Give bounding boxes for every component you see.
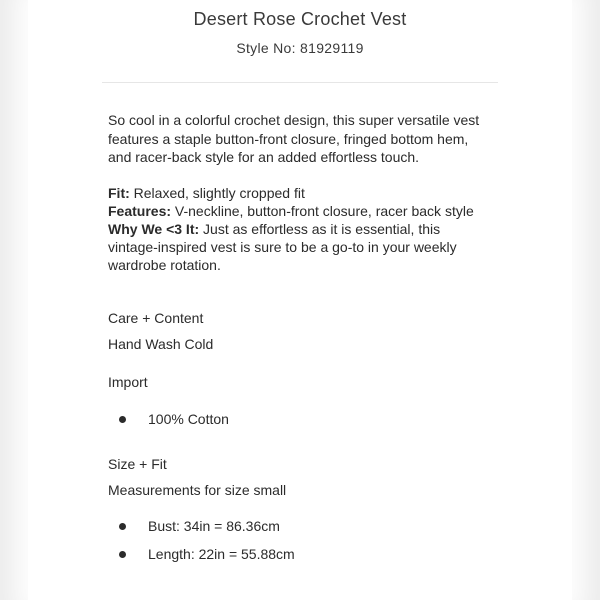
fit-value: Relaxed, slightly cropped fit [129,185,305,201]
features-row [108,202,508,220]
product-title: Desert Rose Crochet Vest [193,9,407,29]
material-item: 100% Cotton [148,411,229,427]
product-details-card [28,0,572,600]
why-value: Just as effortless as it is essential, this [199,221,441,237]
measurement-item: Bust: 34in = 86.36cm [148,518,280,534]
bullet-icon [119,551,126,558]
features-label: Features: [108,203,172,219]
header-divider [102,82,498,83]
description-line: features a staple button-front closure, fringed bottom hem, [108,130,469,147]
why-value-line: vintage-inspired vest is sure to be a go-to in your weekly [108,239,457,255]
why-value-line: wardrobe rotation. [108,257,221,273]
care-content-heading: Care + Content [108,310,204,326]
features-value: V-neckline, button-front closure, racer back style [171,203,474,219]
why-label: Why We <3 It: [108,221,200,237]
measurements-label: Measurements for size small [108,482,287,498]
fit-row [108,184,508,202]
product-details [108,184,508,274]
fit-label: Fit: [108,185,130,201]
care-wash-instructions: Hand Wash Cold [108,336,214,352]
style-number: Style No: 81929119 [236,40,364,56]
size-fit-heading: Size + Fit [108,456,167,472]
description-line: So cool in a colorful crochet design, this super versatile vest [108,112,480,128]
description-line: and racer-back style for an added effortless touch. [108,149,420,165]
origin-text: Import [108,374,148,390]
bullet-icon [119,416,126,423]
why-row [108,220,508,238]
bullet-icon [119,523,126,530]
product-description [108,111,508,167]
measurement-item: Length: 22in = 55.88cm [148,546,295,562]
